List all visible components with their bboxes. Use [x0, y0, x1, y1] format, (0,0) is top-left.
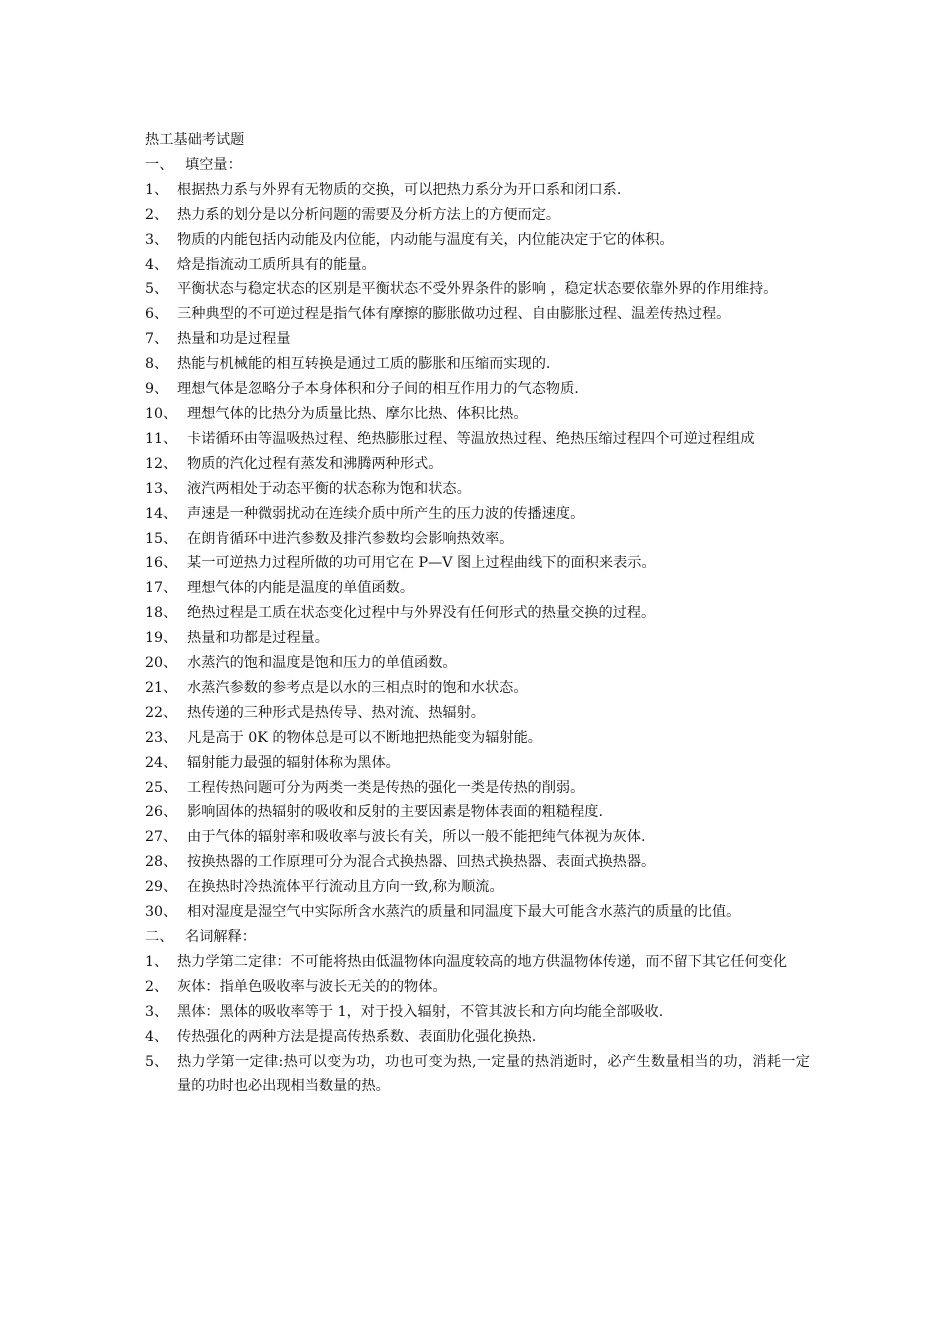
item-number: 19、 [145, 630, 178, 647]
item-number: 1、 [145, 953, 169, 970]
item-number: 25、 [145, 779, 178, 796]
item-number: 3、 [145, 1003, 169, 1020]
item-number: 10、 [145, 405, 178, 422]
list-item [145, 477, 810, 502]
list-item [145, 626, 810, 651]
item-number: 4、 [145, 256, 169, 273]
item-text: 根据热力系与外界有无物质的交换，可以把热力系分为开口系和闭口系. [177, 181, 622, 198]
item-text: 理想气体的内能是温度的单值函数。 [187, 580, 415, 597]
section-heading-fill-blank [145, 153, 810, 178]
item-number: 30、 [145, 904, 178, 921]
item-number: 21、 [145, 679, 178, 696]
item-text: 三种典型的不可逆过程是指气体有摩擦的膨胀做功过程、自由膨胀过程、温差传热过程。 [177, 306, 731, 323]
list-item [145, 850, 810, 875]
section-items-fill-blank [145, 178, 810, 925]
item-number: 16、 [145, 555, 178, 572]
item-text: 物质的内能包括内动能及内位能，内动能与温度有关，内位能决定于它的体积。 [177, 231, 674, 248]
item-number: 11、 [145, 430, 178, 447]
list-item [145, 402, 810, 427]
item-number: 8、 [145, 356, 169, 373]
section-number: 一、 [145, 156, 174, 173]
list-item [145, 875, 810, 900]
list-item [145, 228, 810, 253]
item-text: 理想气体是忽略分子本身体积和分子间的相互作用力的气态物质. [177, 381, 579, 398]
list-item [145, 302, 810, 327]
item-text: 热力学第一定律:热可以变为功，功也可变为热,一定量的热消逝时，必产生数量相当的功，消耗一定量的功时也必出现相当数量的热。 [177, 1053, 810, 1095]
item-text: 某一可逆热力过程所做的功可用它在 P—V 图上过程曲线下的面积来表示。 [187, 555, 656, 572]
list-item [145, 551, 810, 576]
item-text: 声速是一种微弱扰动在连续介质中所产生的压力波的传播速度。 [187, 505, 585, 522]
item-text: 水蒸汽的饱和温度是饱和压力的单值函数。 [187, 655, 457, 672]
item-text: 辐射能力最强的辐射体称为黑体。 [187, 754, 400, 771]
section-number: 二、 [145, 929, 174, 945]
list-item [145, 576, 810, 601]
item-number: 22、 [145, 704, 178, 721]
item-number: 18、 [145, 605, 178, 622]
item-number: 2、 [145, 978, 169, 995]
section-title: 名词解释： [185, 929, 256, 945]
list-item [145, 975, 810, 1000]
item-text: 卡诺循环由等温吸热过程、绝热膨胀过程、等温放热过程、绝热压缩过程四个可逆过程组成 [187, 430, 755, 447]
list-item [145, 253, 810, 278]
list-item [145, 950, 810, 975]
item-text: 水蒸汽参数的参考点是以水的三相点时的饱和水状态。 [187, 679, 528, 696]
list-item [145, 427, 810, 452]
item-number: 9、 [145, 381, 169, 398]
item-number: 23、 [145, 729, 178, 746]
section-items-definitions [145, 950, 810, 1099]
item-number: 29、 [145, 879, 178, 896]
item-number: 2、 [145, 206, 169, 223]
item-number: 28、 [145, 854, 178, 871]
item-number: 1、 [145, 181, 169, 198]
item-text: 黑体：黑体的吸收率等于 1，对于投入辐射，不管其波长和方向均能全部吸收. [177, 1003, 664, 1020]
list-item [145, 900, 810, 925]
item-number: 26、 [145, 804, 178, 821]
item-text: 工程传热问题可分为两类一类是传热的强化一类是传热的削弱。 [187, 779, 585, 796]
item-number: 17、 [145, 580, 178, 597]
item-text: 热能与机械能的相互转换是通过工质的膨胀和压缩而实现的. [177, 356, 551, 373]
list-item [145, 327, 810, 352]
item-text: 由于气体的辐射率和吸收率与波长有关，所以一般不能把纯气体视为灰体. [187, 829, 646, 846]
list-item [145, 527, 810, 552]
item-text: 热量和功是过程量 [177, 331, 291, 348]
list-item [145, 751, 810, 776]
list-item [145, 776, 810, 801]
list-item [145, 726, 810, 751]
item-text: 相对湿度是湿空气中实际所含水蒸汽的质量和同温度下最大可能含水蒸汽的质量的比值。 [187, 904, 741, 921]
list-item [145, 601, 810, 626]
item-text: 理想气体的比热分为质量比热、摩尔比热、体积比热。 [187, 405, 528, 422]
list-item [145, 277, 810, 302]
list-item [145, 502, 810, 527]
section-heading-definitions [145, 925, 810, 950]
item-number: 14、 [145, 505, 178, 522]
list-item [145, 377, 810, 402]
list-item [145, 352, 810, 377]
list-item [145, 203, 810, 228]
item-number: 15、 [145, 530, 178, 547]
section-title: 填空量： [185, 156, 242, 173]
item-text: 按换热器的工作原理可分为混合式换热器、回热式换热器、表面式换热器。 [187, 854, 656, 871]
list-item [145, 825, 810, 850]
item-number: 24、 [145, 754, 178, 771]
list-item [145, 1025, 810, 1050]
document-body [145, 128, 810, 1099]
item-text: 影响固体的热辐射的吸收和反射的主要因素是物体表面的粗糙程度. [187, 804, 603, 821]
item-text: 凡是高于 0K 的物体总是可以不断地把热能变为辐射能。 [187, 729, 542, 746]
list-item [145, 676, 810, 701]
item-text: 热力系的划分是以分析问题的需要及分析方法上的方便而定。 [177, 206, 561, 223]
item-number: 27、 [145, 829, 178, 846]
item-number: 4、 [145, 1028, 169, 1045]
item-number: 6、 [145, 306, 169, 323]
item-text: 在换热时冷热流体平行流动且方向一致,称为顺流。 [187, 879, 504, 896]
item-text: 在朗肯循环中进汽参数及排汽参数均会影响热效率。 [187, 530, 514, 547]
list-item [145, 178, 810, 203]
item-number: 5、 [145, 1053, 169, 1070]
list-item [145, 452, 810, 477]
item-text: 物质的汽化过程有蒸发和沸腾两种形式。 [187, 455, 443, 472]
item-number: 5、 [145, 281, 169, 298]
item-text: 热量和功都是过程量。 [187, 630, 329, 647]
item-number: 7、 [145, 331, 169, 348]
item-text: 绝热过程是工质在状态变化过程中与外界没有任何形式的热量交换的过程。 [187, 605, 656, 622]
item-text: 液汽两相处于动态平衡的状态称为饱和状态。 [187, 480, 471, 497]
item-text: 热传递的三种形式是热传导、热对流、热辐射。 [187, 704, 485, 721]
item-text: 热力学第二定律：不可能将热由低温物体向温度较高的地方供温物体传递，而不留下其它任何变化 [177, 953, 788, 970]
item-number: 20、 [145, 655, 178, 672]
list-item [145, 651, 810, 676]
document-title: 热工基础考试题 [145, 132, 245, 148]
item-number: 12、 [145, 455, 178, 472]
item-text: 传热强化的两种方法是提高传热系数、表面肋化强化换热. [177, 1028, 537, 1045]
list-item [145, 1050, 810, 1100]
list-item [145, 1000, 810, 1025]
item-number: 13、 [145, 480, 178, 497]
list-item [145, 701, 810, 726]
item-text: 平衡状态与稳定状态的区别是平衡状态不受外界条件的影响 ，稳定状态要依靠外界的作用维持。 [177, 281, 778, 298]
item-text: 灰体：指单色吸收率与波长无关的的物体。 [177, 978, 447, 995]
item-text: 焓是指流动工质所具有的能量。 [177, 256, 376, 273]
list-item [145, 800, 810, 825]
item-number: 3、 [145, 231, 169, 248]
